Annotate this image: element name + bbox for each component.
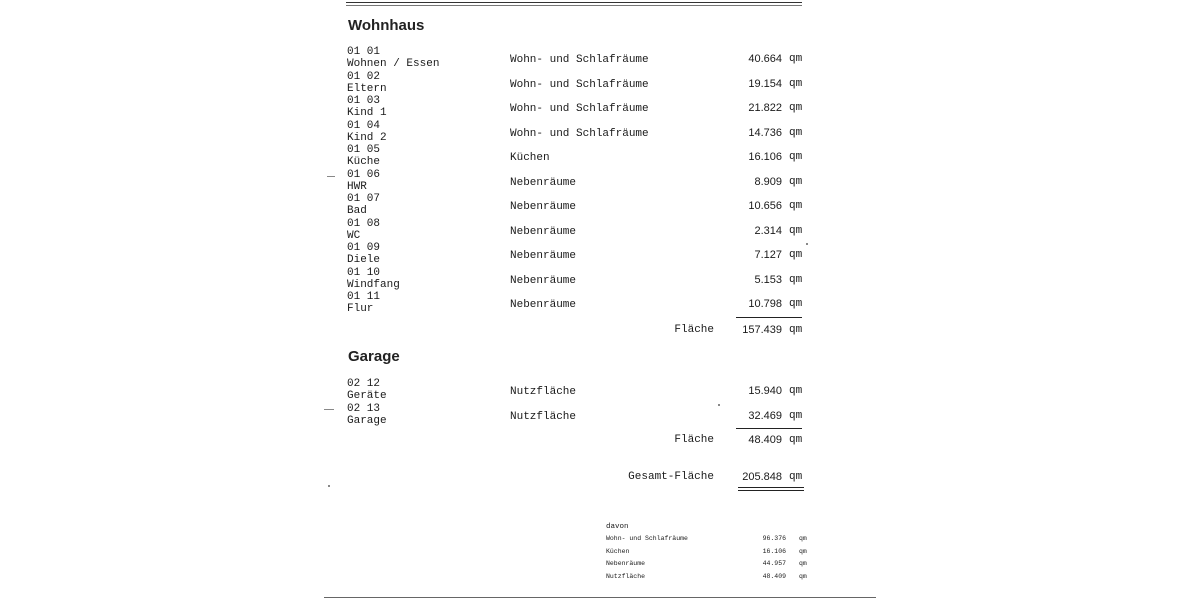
room-category: Nebenräume [510, 250, 577, 262]
summary-unit: qm [799, 535, 807, 542]
room-row [0, 145, 1200, 169]
room-row [0, 72, 1200, 96]
scan-speck [806, 243, 808, 245]
summary-row [606, 535, 808, 545]
grand-total-area: 205.848 [742, 471, 782, 483]
top-rule [346, 2, 802, 3]
room-number: 02 12 [347, 378, 381, 390]
room-category: Nutzfläche [510, 386, 577, 398]
summary-unit: qm [799, 547, 807, 555]
room-category: Nebenräume [510, 176, 577, 189]
section-title-wohnhaus: Wohnhaus [348, 17, 425, 34]
room-row [0, 292, 1200, 316]
room-name: WC [347, 229, 361, 242]
room-unit: qm [789, 53, 803, 65]
room-unit: qm [789, 200, 803, 212]
room-area: 16.106 [748, 151, 782, 163]
subtotal-area: 157.439 [742, 324, 782, 336]
room-name: Geräte [347, 390, 387, 402]
room-area: 21.822 [748, 102, 782, 114]
room-category: Wohn- und Schlafräume [510, 127, 649, 140]
room-category: Nebenräume [510, 201, 577, 213]
room-unit: qm [789, 175, 803, 188]
room-area: 10.798 [748, 298, 782, 310]
room-number: 01 03 [347, 95, 381, 107]
room-area: 2.314 [754, 224, 782, 237]
room-name: Diele [347, 254, 381, 266]
room-category: Nutzfläche [510, 410, 577, 423]
summary-unit: qm [799, 560, 807, 567]
scan-speck [327, 176, 335, 177]
subtotal-unit: qm [789, 434, 803, 446]
room-category: Wohn- und Schlafräume [510, 103, 649, 115]
room-area: 10.656 [748, 200, 782, 212]
room-name: Eltern [347, 82, 387, 95]
grand-total-rule [738, 487, 804, 488]
room-row [0, 47, 1200, 71]
room-unit: qm [789, 409, 803, 422]
room-number: 01 01 [347, 46, 381, 58]
scan-speck [718, 404, 720, 406]
room-name: Flur [347, 303, 374, 315]
room-name: HWR [347, 180, 367, 193]
room-name: Küche [347, 156, 381, 168]
room-row [0, 96, 1200, 120]
room-number: 02 13 [347, 402, 381, 415]
room-area: 7.127 [754, 249, 782, 261]
room-row [0, 404, 1200, 428]
summary-header: davon [606, 523, 629, 531]
room-number: 01 11 [347, 291, 381, 303]
grand-total-label: Gesamt-Fläche [628, 471, 714, 483]
top-rule-thin [346, 5, 802, 6]
subtotal-row-wohnhaus [0, 324, 1200, 338]
room-row [0, 170, 1200, 194]
subtotal-row-garage [0, 434, 1200, 448]
room-row [0, 219, 1200, 243]
room-row [0, 194, 1200, 218]
room-number: 01 02 [347, 70, 381, 83]
room-unit: qm [789, 298, 803, 310]
room-unit: qm [789, 385, 803, 397]
subtotal-label: Fläche [674, 324, 714, 336]
room-area: 14.736 [748, 126, 782, 139]
room-category: Küchen [510, 152, 550, 164]
summary-area: 44.957 [762, 560, 786, 567]
summary-row [606, 548, 808, 558]
room-unit: qm [789, 77, 803, 90]
room-unit: qm [789, 273, 803, 286]
summary-area: 48.409 [762, 572, 786, 580]
room-area: 19.154 [748, 77, 782, 90]
room-name: Windfang [347, 278, 400, 291]
room-category: Nebenräume [510, 299, 577, 311]
section-title-garage: Garage [348, 348, 400, 365]
summary-row [606, 573, 808, 583]
grand-total-row [0, 471, 1200, 485]
room-number: 01 10 [347, 266, 381, 279]
subtotal-unit: qm [789, 324, 803, 336]
room-unit: qm [789, 151, 803, 163]
scan-speck [328, 485, 330, 487]
room-area: 40.664 [748, 53, 782, 65]
room-number: 01 04 [347, 119, 381, 132]
room-number: 01 07 [347, 193, 381, 205]
room-row [0, 121, 1200, 145]
room-unit: qm [789, 224, 803, 237]
room-category: Nebenräume [510, 274, 577, 287]
bottom-rule [324, 597, 876, 598]
room-row [0, 268, 1200, 292]
grand-total-unit: qm [789, 471, 803, 483]
room-area: 5.153 [754, 273, 782, 286]
room-row [0, 243, 1200, 267]
summary-area: 96.376 [762, 535, 786, 542]
summary-area: 16.106 [762, 547, 786, 555]
room-number: 01 09 [347, 242, 381, 254]
subtotal-label: Fläche [674, 434, 714, 446]
subtotal-area: 48.409 [748, 434, 782, 446]
room-number: 01 06 [347, 168, 381, 181]
room-row [0, 379, 1200, 403]
room-category: Wohn- und Schlafräume [510, 78, 649, 91]
room-category: Nebenräume [510, 225, 577, 238]
room-name: Wohnen / Essen [347, 58, 440, 70]
room-category: Wohn- und Schlafräume [510, 54, 649, 66]
summary-label: Nutzfläche [606, 572, 646, 580]
summary-unit: qm [799, 572, 807, 580]
room-area: 8.909 [754, 175, 782, 188]
summary-label: Nebenräume [606, 560, 646, 567]
subtotal-rule [736, 317, 802, 318]
room-unit: qm [789, 126, 803, 139]
scan-speck [324, 409, 334, 410]
room-number: 01 08 [347, 217, 381, 230]
grand-total-rule-double [738, 490, 804, 491]
room-name: Bad [347, 205, 367, 217]
room-area: 15.940 [748, 385, 782, 397]
summary-row [606, 560, 808, 570]
room-name: Kind 2 [347, 131, 387, 144]
room-area: 32.469 [748, 409, 782, 422]
summary-label: Wohn- und Schlafräume [606, 535, 688, 542]
room-name: Kind 1 [347, 107, 387, 119]
subtotal-rule [736, 428, 802, 429]
room-unit: qm [789, 102, 803, 114]
summary-label: Küchen [606, 547, 630, 555]
room-unit: qm [789, 249, 803, 261]
room-name: Garage [347, 414, 387, 427]
room-number: 01 05 [347, 144, 381, 156]
